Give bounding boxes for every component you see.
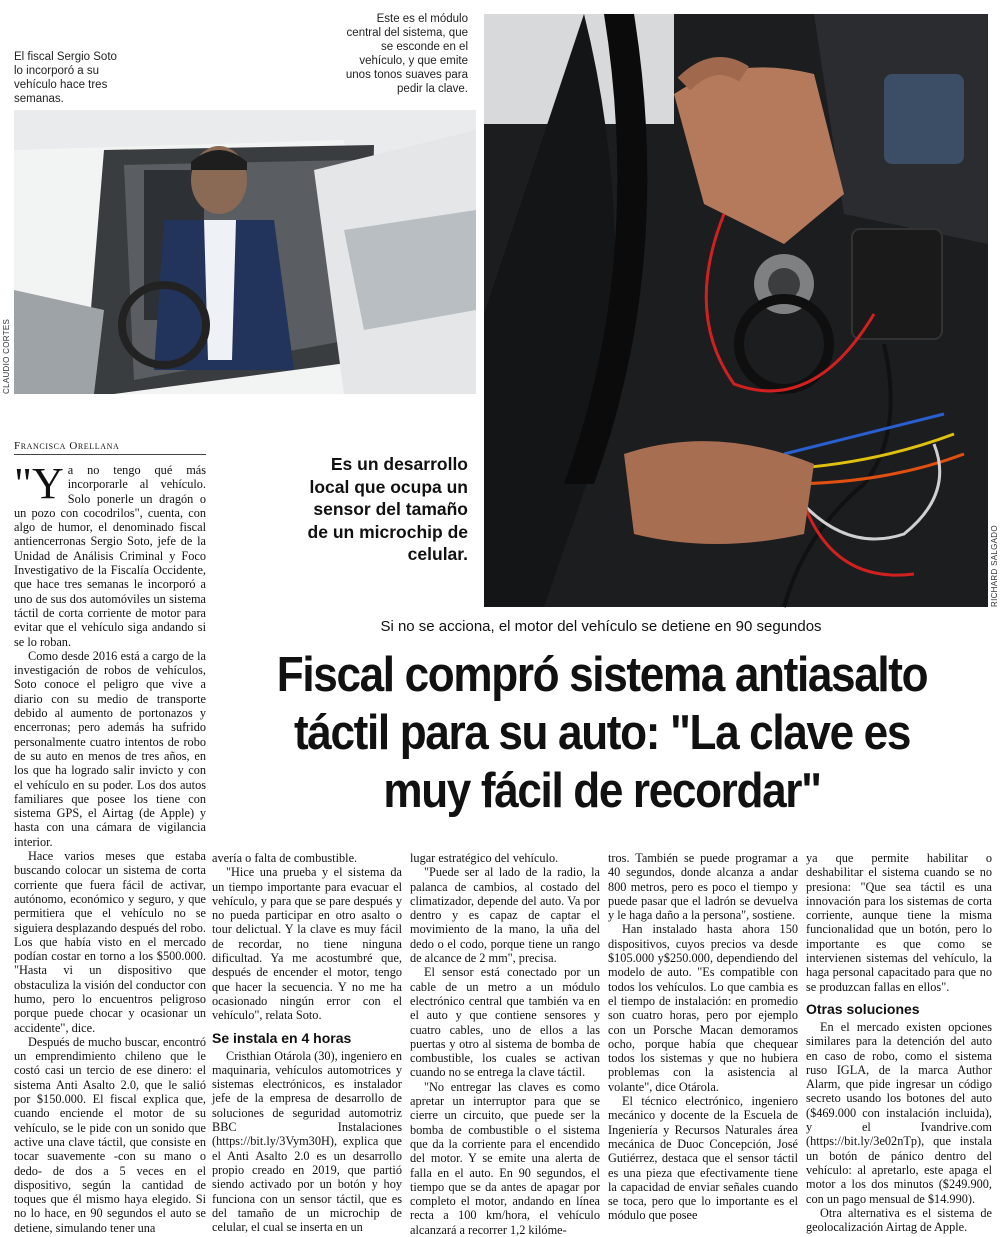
dashboard-photo-graphic [484,14,988,607]
paragraph: tros. También se puede programar a 40 segundos, donde alcanza a andar 800 metros, pero es poco el tiempo y puede pasar que el ladrón se devuelva y le haga daño a la persona", sostiene. [608,851,798,923]
paragraph: Han instalado hasta ahora 150 dispositivos, cuyos precios va desde $105.000 y$250.000, dependiendo del modelo de auto. "Es compatible con todos los vehículos. Lo que cambia es el tiempo de instalación: en promedio son cuatro horas, pero por ejemplo con un Porsche Macan demoramos ocho, porque había que chequear todos los sistemas y que no hubiera problemas con la asistencia al volante", dice Otárola. [608,922,798,1094]
photo-fiscal-in-car [14,110,476,394]
paragraph: "No entregar las claves es como apretar un interruptor para que se cierre un circuito, que puede ser la bomba de combustible o el sistema que da la corriente para el encendido del motor. Y se emite una alerta de falla en el auto. En 90 segundos, el tiempo que se da antes de apagar por completo el motor, andando en línea recta a 100 km/hora, el vehículo alcanzará a recorrer 1,2 kilóme- [410,1079,600,1237]
headline: Fiscal compró sistema antiasalto táctil para su auto: "La clave es muy fácil de recordar" [276,648,928,818]
byline: Francisca Orellana [14,440,206,455]
kicker: Si no se acciona, el motor del vehículo se detiene en 90 segundos [380,618,822,635]
photo-caption-modulo: Este es el módulo central del sistema, que se esconde en el vehículo, y que emite unos tonos suaves para pedir la clave. [345,13,468,95]
paragraph: avería o falta de combustible. [212,851,358,865]
lead-paragraph [14,459,206,649]
car-photo-graphic [14,110,476,394]
lead-paragraph-text: a no tengo qué más incorporarle al vehículo. Solo ponerle un dragón o un pozo con cocodrilos", cuenta, con algo de humor, el denominado fiscal antiencerronas Sergio Soto, jefe de la Unidad de Análisis Criminal y Foco Investigativo de la Fiscalía Occidente, que hace tres semanas le incorporó a uno de sus dos automóviles un sistema táctil de corta corriente de motor para evitar que el vehículo siga andando si se lo roban. [14,463,206,649]
paragraph: Después de mucho buscar, encontró un emprendimiento chileno que le costó casi un tercio de ese dinero: el sistema Anti Asalto 2.0, que le salió por $150.000. El fiscal explica que, cuando enciende el motor de su vehículo, se le pide con un sonido que active una clave táctil, que consiste en tocar suavemente -con su mano o dedo- de dos a 5 veces en el dispositivo, según la cantidad de toques que él mismo haya elegido. Si no lo hace, en 90 segundos el auto se detiene, simulando tener una [14,1034,206,1235]
article-column-5 [806,851,992,1235]
photo-credit-right: RICHARD SALGADO [990,525,999,607]
paragraph: Otra alternativa es el sistema de geolocalización Airtag de Apple. [806,1205,992,1235]
article-column-4 [608,851,798,1225]
paragraph: En el mercado existen opciones similares para la detención del auto en caso de robo, como el sistema ruso IGLA, de la marca Author Alarm, que pide ingresar un código secreto usando los botones del auto ($469.000 con instalación incluida), y el Ivandrive.com (https://bit.ly/3e02nTp), que instala un botón de pánico dentro del vehículo: al apretarlo, este apaga el motor a los dos minutos ($249.900, con un pago mensual de $14.990). [806,1019,992,1206]
paragraph: Como desde 2016 está a cargo de la investigación de robos de vehículos, Soto conoce el peligro que vive a diario con su medio de transporte debido al aumento de portonazos y encerronas; pero además ha sufrido personalmente cuatro intentos de robo de su auto en menos de tres años, en los que ha logrado salir invicto y con el vehículo en su poder. Los dos autos familiares que posee los tiene con sistema GPS, el Airtag (de Apple) y hasta con una cámara de vigilancia interior. [14,648,206,849]
article-column-1 [14,459,206,1235]
photo-caption-fiscal: El fiscal Sergio Soto lo incorporó a su vehículo hace tres semanas. [14,51,117,105]
paragraph: Cristhian Otárola (30), ingeniero en maquinaria, vehículos automotrices y sistemas electrónicos, es instalador jefe de la empresa de desarrollo de soluciones de seguridad automotriz BBC Instalaciones (https://bit.ly/3Vym30H), explica que el Anti Asalto 2.0 es un desarrollo propio creado en 2019, que partió siendo activado por un botón y hoy funciona con un sensor táctil, que es del tamaño de un microchip de celular, el cual se inserta en un [212,1048,402,1235]
paragraph: El sensor está conectado por un cable de un metro a un módulo electrónico central que también va en el auto y que contiene sensores y cuatro cables, uno de ellos a las puertas y otro al sistema de bomba de combustible, los cuales se activan cuando no se entrega la clave táctil. [410,965,600,1080]
dropcap: "Y [14,459,64,508]
subhead-otras-soluciones: Otras soluciones [806,1000,920,1017]
photo-credit-left: CLAUDIO CORTES [2,318,11,394]
paragraph: lugar estratégico del vehículo. [410,851,559,865]
subhead-instalacion: Se instala en 4 horas [212,1029,352,1046]
article-column-2 [212,851,402,1235]
paragraph: El técnico electrónico, ingeniero mecánico y docente de la Escuela de Ingeniería y Recursos Naturales área mecánica de Duoc Concepción, José Gutiérrez, destaca que el sensor táctil es una pieza que efectivamente tiene la capacidad de enviar señales cuando se toca, pero que lo importante es el módulo que posee [608,1094,798,1223]
paragraph: Hace varios meses que estaba buscando colocar un sistema de corta corriente que fuera fácil de activar, autónomo, económico y seguro, y que permitiera que el vehículo no se siguiera desplazando después del robo. Los que había visto en el mercado podían costar en torno a los $500.000. "Hasta vi un dispositivo que obstaculiza la visión del conductor con humo, pero lo encuentros peligroso porque puede chocar y ocasionar un accidente", dice. [14,849,206,1035]
photo-antiasalto-module [484,14,988,607]
paragraph: ya que permite habilitar o deshabilitar el sistema cuando se no presiona: "Que sea táctil es una innovación para los sistemas de corta corriente, aunque tiene la misma funcionalidad que un botón, pero lo importante es que como se intervienen sistemas del vehículo, la haga personal capacitado para que no se produzcan fallas en ellos". [806,851,992,994]
paragraph: "Puede ser al lado de la radio, la palanca de cambios, al costado del climatizador, depende del auto. Va por dentro y es capaz de captar el movimiento de la mano, la uña del dedo o el codo, porque tiene un rango de alcance de 2 mm", precisa. [410,865,600,966]
article-column-3 [410,851,600,1237]
paragraph: "Hice una prueba y el sistema da un tiempo importante para evacuar el vehículo, y para que se pare después y no pueda participar en otro asalto o tour delictual. Y la clave es muy fácil de recordar, no tiene ninguna dificultad. Ya me acostumbré que, después de encender el motor, tengo que hacer la secuencia. Y no me ha ocasionado ningún error con el vehículo", relata Soto. [212,865,402,1023]
pull-quote: Es un desarrollo local que ocupa un sensor del tamaño de un microchip de celular. [307,454,468,564]
